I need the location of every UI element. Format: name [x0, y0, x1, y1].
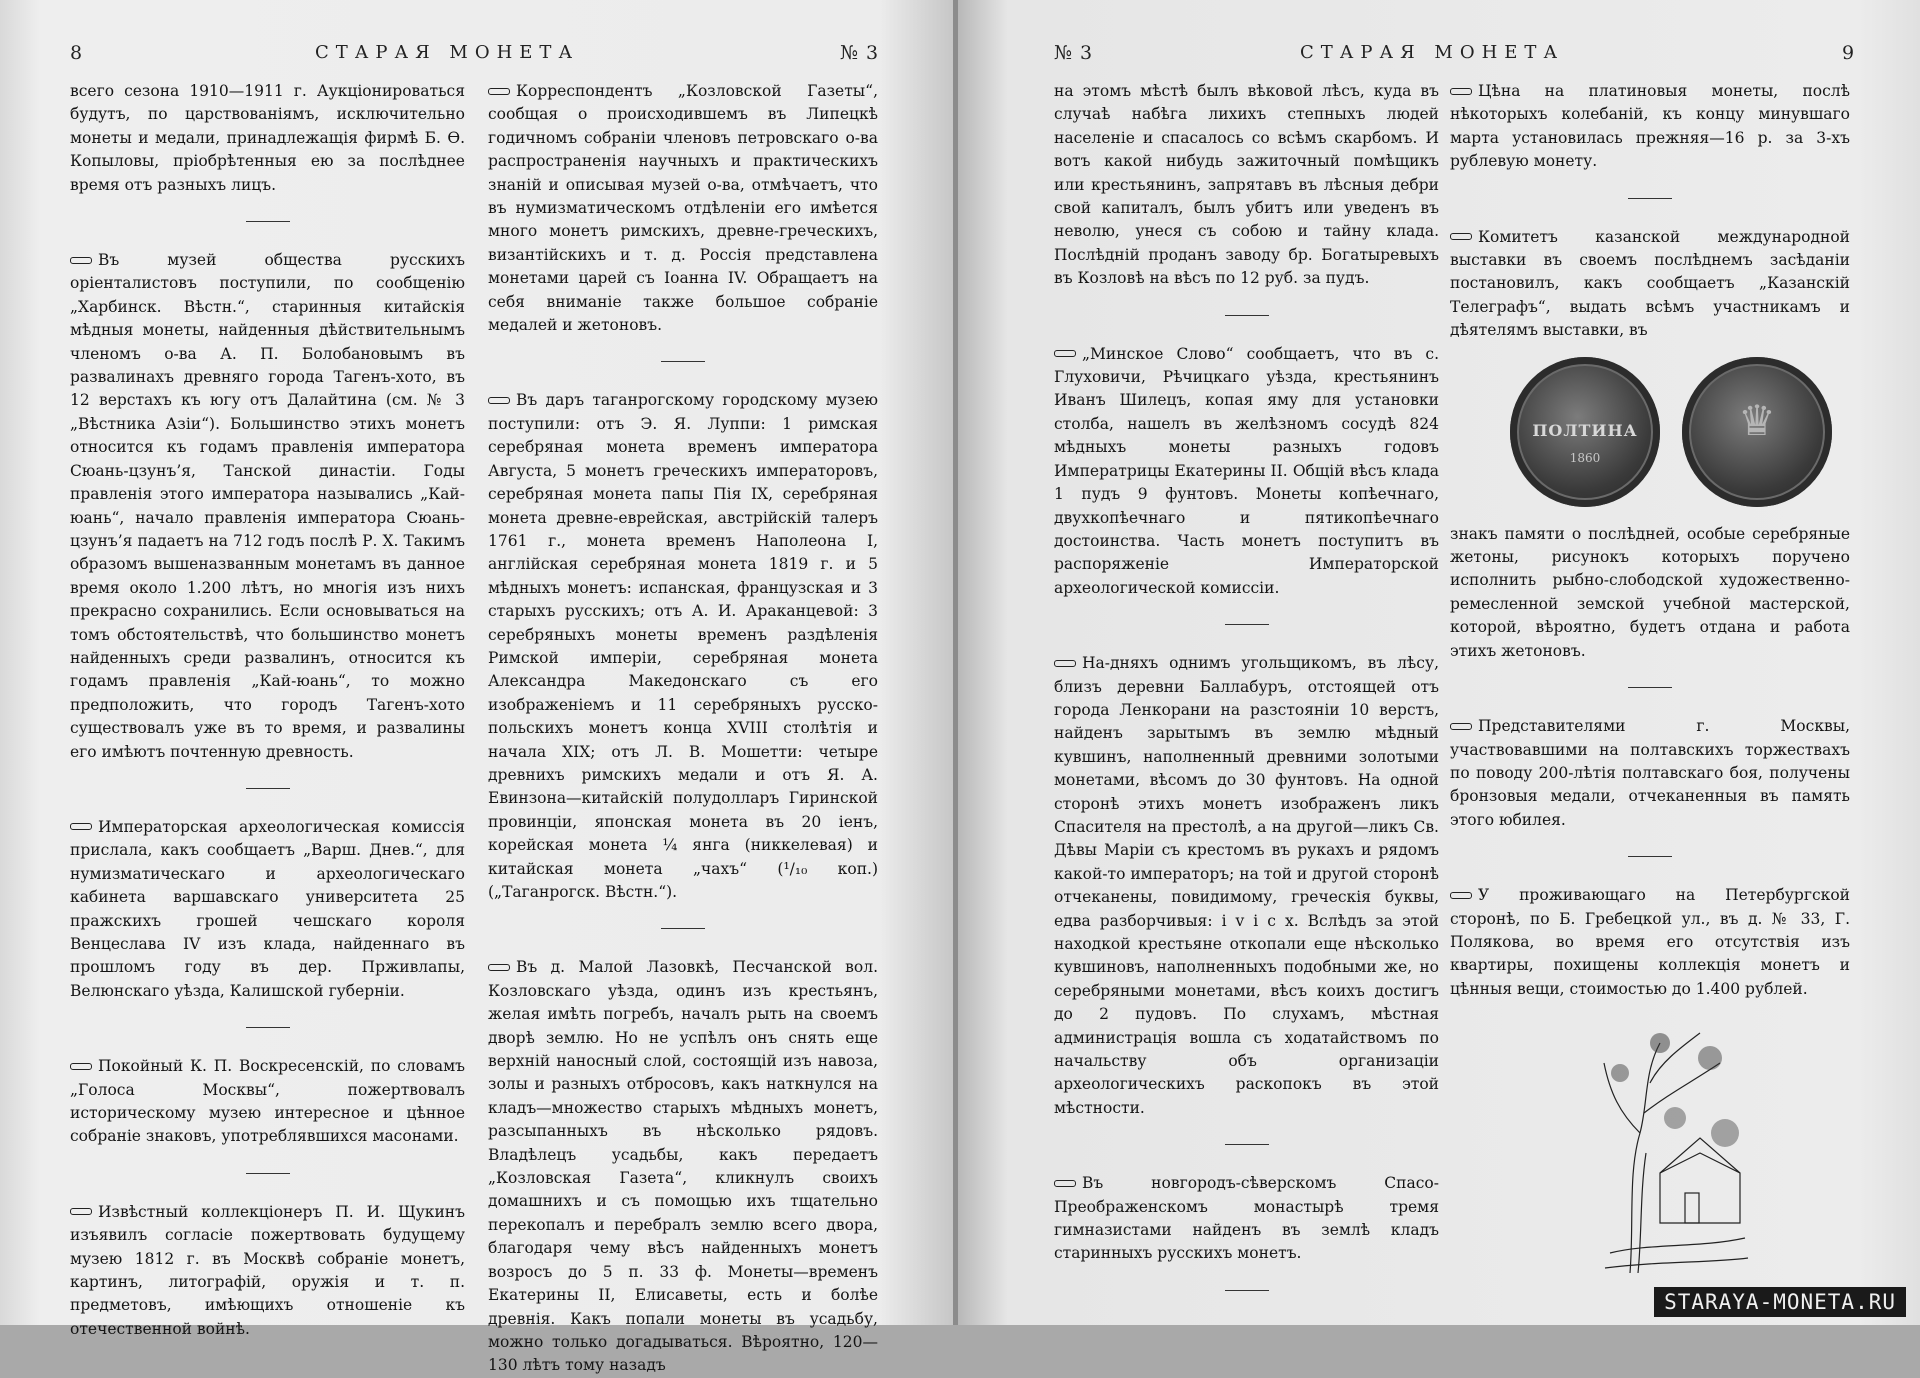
coin-reverse [1682, 357, 1832, 507]
paragraph-bullet-icon [70, 257, 92, 264]
paragraph-bullet-icon [1054, 1180, 1076, 1187]
article-paragraph: „Минское Слово“ сообщаетъ, что въ с. Глуховичи, Рѣчицкаго уѣзда, крестьянинъ Иванъ Шилецъ, копая яму для установки столба, нашелъ въ желѣзномъ сосудѣ 824 мѣдныхъ монеты разныхъ годовъ Императрицы Екатерины II. Общій вѣсъ клада 1 пудъ 9 фунтовъ. Монеты копѣечнаго, двухкопѣечнаго и пятикопѣечнаго достоинства. Часть монетъ поступитъ въ распоряженіе Императорской археологической комиссіи. [1054, 344, 1439, 597]
page-number: 8 [70, 42, 84, 64]
article-paragraph: Представителями г. Москвы, участвовавшими на полтавскихъ торжествахъ по поводу 200-лѣтія полтавскаго боя, получены бронзовыя медали, отчеканенныя въ память этого юбилея. [1450, 717, 1850, 829]
coin-obverse [1510, 357, 1660, 507]
article-paragraph: На-дняхъ однимъ угольщикомъ, въ лѣсу, близъ деревни Баллабуръ, отстоящей отъ города Ленкорани на разстояніи 10 верстъ, найденъ зарытымъ въ землю мѣдный кувшинъ, наполненный древними золотыми монетами, вѣсомъ до 30 фунтовъ. На одной сторонѣ этихъ монетъ изображенъ ликъ Спасителя на престолѣ, а на другой—ликъ Св. Дѣвы Маріи съ крестомъ въ рукахъ и рядомъ какой-то императоръ; на той и другой сторонѣ отчеканены, повидимому, греческія буквы, едва разборчивыя: і v і с х. Вслѣдъ за этой находкой крестьяне откопали еще нѣсколько кувшиновъ, наполненныхъ подобными же, но серебряными монетами, вѣсъ коихъ достигъ до 2 пудовъ. По слухамъ, мѣстная администрація вошла съ ходатайствомъ по начальству объ организаціи археологическихъ раскопокъ въ этой мѣстности. [1054, 654, 1439, 1117]
paragraph-bullet-icon [1054, 350, 1076, 357]
separator-rule [246, 221, 290, 222]
paragraph-bullet-icon [1450, 88, 1472, 95]
left-column-2 [488, 80, 878, 1378]
paragraph-bullet-icon [1450, 892, 1472, 899]
running-title: СТАРАЯ МОНЕТА [1300, 42, 1565, 63]
issue-number: № 3 [840, 42, 880, 64]
article-paragraph: Покойный К. П. Воскресенскій, по словамъ „Голоса Москвы“, пожертвовалъ историческому музею интересное и цѣнное собраніе знаковъ, употреблявшихся масонами. [70, 1057, 465, 1146]
article-paragraph: Въ музей общества русскихъ оріенталистовъ поступили, по сообщенію „Харбинск. Вѣстн.“, старинныя китайскія мѣдныя монеты, найденныя дѣйствительнымъ членомъ о-ва А. П. Болобановымъ въ развалинахъ древняго города Тагенъ-хото, въ 12 верстахъ къ югу отъ Далайтина (см. № 3 „Вѣстника Азіи“). Большинство этихъ монетъ относится къ годамъ правленія императора Сюань-цзунъ’я, Танской династіи. Годы правленія этого императора назывались „Кай-юань“, начало правленія императора Сюань-цзунъ’я падаетъ на 712 годъ послѣ Р. Х. Такимъ образомъ вышеназванным монетамъ въ данное время около 1.200 лѣтъ, но многія изъ нихъ прекрасно сохранились. Если основываться на томъ обстоятельствѣ, что большинство монетъ найденныхъ среди развалинъ, относится къ годамъ правленія „Кай-юань“, то можно предположить, что городъ Тагенъ-хото существовалъ уже въ то время, и развалины его имѣютъ почтенную древность. [70, 251, 465, 761]
article-paragraph: Цѣна на платиновыя монеты, послѣ нѣкоторыхъ колебаній, къ концу минувшаго марта установилась прежняя—16 р. за 3-хъ рублевую монету. [1450, 82, 1850, 171]
issue-number: № 3 [1054, 42, 1094, 64]
article-paragraph: всего сезона 1910—1911 г. Аукціонироваться будутъ, по царствованіямъ, исключительно монеты и медали, принадлежащія фирмѣ Б. Ѳ. Копыловы, пріобрѣтенныя ею за послѣднее время отъ разныхъ лицъ. [70, 82, 465, 194]
paragraph-bullet-icon [488, 397, 510, 404]
article-paragraph: Въ новгородъ-сѣверскомъ Спасо-Преображенскомъ монастырѣ тремя гимназистами найденъ въ землѣ кладъ старинныхъ русскихъ монетъ. [1054, 1174, 1439, 1263]
article-paragraph: Императорская археологическая комиссія прислала, какъ сообщаетъ „Варш. Днев.“, для нумизматическаго и археологическаго кабинета варшавскаго университета 25 пражскихъ грошей чешскаго короля Венцеслава IV изъ клада, найденнаго въ прошломъ году въ дер. Прживлапы, Велюнскаго уѣзда, Калишской губерніи. [70, 817, 465, 1000]
separator-rule [1225, 1144, 1269, 1145]
right-column-2 [1450, 80, 1850, 1281]
separator-rule [246, 1027, 290, 1028]
separator-rule [1628, 856, 1672, 857]
coin-year: 1860 [1569, 450, 1601, 465]
paragraph-bullet-icon [70, 1208, 92, 1215]
article-paragraph: Извѣстный коллекціонеръ П. И. Щукинъ изъявилъ согласіе пожертвовать будущему музею 1812 г. въ Москвѣ собраніе монетъ, картинъ, литографій, оружія и т. п. предметовъ, имѣющихъ отношеніе къ отечественной войнѣ. [70, 1202, 465, 1338]
separator-rule [1628, 687, 1672, 688]
left-column-1 [70, 80, 465, 1341]
running-title: СТАРАЯ МОНЕТА [315, 42, 580, 63]
right-column-1 [1054, 80, 1439, 1318]
separator-rule [246, 1173, 290, 1174]
article-paragraph: на этомъ мѣстѣ былъ вѣковой лѣсъ, куда въ случаѣ набѣга лихихъ степныхъ людей населеніе и спасалось со всѣмъ скарбомъ. И вотъ какой нибудь зажиточный помѣщикъ или крестьянинъ, запрятавъ въ лѣсныя дебри свой капиталъ, былъ убитъ или уведенъ въ неволю, унеся съ собою и тайну клада. Послѣдній проданъ заводу бр. Богатыревыхъ въ Козловѣ на вѣсъ по 12 руб. за пудъ. [1054, 82, 1439, 288]
separator-rule [1225, 624, 1269, 625]
page-number: 9 [1842, 42, 1856, 64]
paragraph-bullet-icon [488, 88, 510, 95]
paragraph-bullet-icon [1450, 233, 1472, 240]
coin-photo [1450, 357, 1850, 507]
landscape-engraving [1600, 1023, 1750, 1273]
article-paragraph: Корреспондентъ „Козловской Газеты“, сообщая о происходившемъ въ Липецкѣ годичномъ собраніи членовъ петровскаго о-ва распространенія научныхъ и практическихъ знаній и описывая музей о-ва, отмѣчаетъ, что въ нумизматическомъ отдѣленіи его имѣется много монетъ римскихъ, древне-греческихъ, византійскихъ и т. д. Россія представлена монетами царей съ Іоанна IV. Обращаетъ на себя вниманіе также большое собраніе медалей и жетоновъ. [488, 82, 878, 335]
paragraph-bullet-icon [488, 964, 510, 971]
article-paragraph: Въ д. Малой Лазовкѣ, Песчанской вол. Козловскаго уѣзда, одинъ изъ крестьянъ, желая имѣть погребъ, началъ рыть на своемъ дворѣ землю. Но не успѣлъ онъ снять еще верхній наносный слой, состоящій изъ навоза, золы и разныхъ отбросовъ, какъ наткнулся на кладъ—множество старыхъ мѣдныхъ монетъ, разсыпанныхъ въ нѣсколько рядовъ. Владѣлецъ усадьбы, какъ передаетъ „Козловская Газета“, кликнулъ своихъ домашнихъ и съ помощью ихъ тщательно перекопалъ и перебралъ землю всего двора, благодаря чему вѣсъ найденныхъ монетъ возросъ до 5 п. 33 ф. Монеты—временъ Екатерины II, Елисаветы, есть и болѣе древнія. Какъ попали монеты въ усадьбу, можно только догадываться. Вѣроятно, 120—130 лѣтъ тому назадъ [488, 958, 878, 1375]
article-paragraph: У проживающаго на Петербургской сторонѣ, по Б. Гребецкой ул., въ д. № 33, Г. Полякова, во время его отсутствія изъ квартиры, похищены коллекція монетъ и цѣнныя вещи, стоимостью до 1.400 рублей. [1450, 886, 1850, 998]
coin-denomination: ПОЛТИНА [1532, 420, 1638, 440]
paragraph-bullet-icon [1450, 723, 1472, 730]
separator-rule [661, 361, 705, 362]
right-page [958, 0, 1920, 1325]
paragraph-bullet-icon [1054, 660, 1076, 667]
separator-rule [1225, 1290, 1269, 1291]
site-watermark: STARAYA-MONETA.RU [1654, 1287, 1906, 1317]
separator-rule [661, 928, 705, 929]
paragraph-bullet-icon [70, 1063, 92, 1070]
paragraph-bullet-icon [70, 823, 92, 830]
article-paragraph: Комитетъ казанской международной выставки въ своемъ послѣднемъ засѣданіи постановилъ, какъ сообщаетъ „Казанскій Телеграфъ“, выдать всѣмъ участникамъ и дѣятелямъ выставки, въ [1450, 227, 1850, 340]
article-paragraph: знакъ памяти о послѣдней, особые серебряные жетоны, рисунокъ которыхъ поручено исполнить рыбно-слободской художественно-ремесленной земской учебной мастерской, которой, вѣроятно, будетъ отдана и работа этихъ жетоновъ. [1450, 524, 1850, 660]
left-page [0, 0, 958, 1375]
separator-rule [246, 788, 290, 789]
article-paragraph: Въ даръ таганрогскому городскому музею поступили: отъ Э. Я. Луппи: 1 римская серебряная монета временъ императора Августа, 5 монетъ греческихъ императоровъ, серебряная монета папы Пія IX, серебряная монета древне-еврейская, австрійскій талеръ 1761 г., монета временъ Наполеона I, англійская серебряная монета 1819 г. и 5 мѣдныхъ монетъ: испанская, французская и 3 старыхъ русскихъ; отъ А. И. Араканцевой: 3 серебряныхъ монеты временъ раздѣленія Римской имперіи, серебряная монета Александра Македонскаго съ его изображеніемъ и 11 серебряныхъ русско-польскихъ монетъ конца XVIII столѣтія и начала XIX; отъ Л. В. Мошетти: четыре древнихъ римскихъ медали и отъ Я. А. Евинзона—китайскій полудолларъ Гиринской провинціи, японская монета въ 20 іенъ, корейская монета ¼ янга (никкелевая) и китайская монета „чахъ“ (¹/₁₀ коп.) („Таганрогск. Вѣстн.“). [488, 391, 878, 901]
separator-rule [1628, 198, 1672, 199]
separator-rule [1225, 315, 1269, 316]
double-headed-eagle-icon: ♛ [1738, 395, 1776, 445]
